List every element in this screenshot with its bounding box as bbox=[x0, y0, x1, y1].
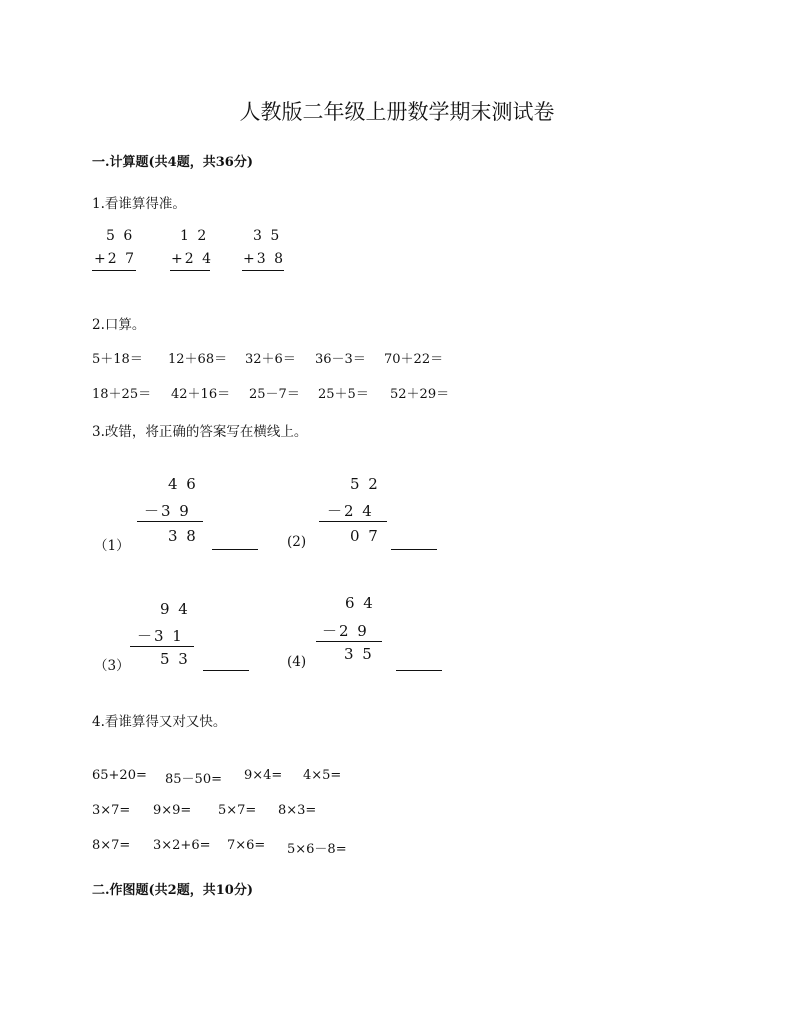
q3-item-1-answer-blank[interactable] bbox=[212, 549, 258, 550]
q4-expression: 3×2+6= bbox=[153, 838, 211, 853]
q2-expression: 18＋25＝ bbox=[92, 387, 152, 402]
q4-expression: 65+20= bbox=[92, 768, 147, 783]
q1-problem-2-bottom: +2 4 bbox=[171, 251, 213, 267]
q3-item-3-result: 5 3 bbox=[160, 650, 190, 668]
q3-item-2-top: 5 2 bbox=[350, 475, 380, 493]
q3-item-2-result: 0 7 bbox=[350, 527, 380, 545]
q2-expression: 52＋29＝ bbox=[390, 387, 450, 402]
q3-item-4-result: 3 5 bbox=[344, 645, 374, 663]
question-1-prompt: 1.看谁算得准。 bbox=[92, 196, 186, 212]
section-heading-calculation: 一.计算题(共4题，共36分) bbox=[92, 155, 253, 170]
q2-expression: 25－7＝ bbox=[249, 387, 300, 402]
q3-item-3-bottom: －3 1 bbox=[137, 627, 184, 645]
q1-problem-1-top: 5 6 bbox=[106, 228, 135, 244]
q4-expression: 3×7= bbox=[92, 803, 131, 818]
q1-problem-3-bottom: +3 8 bbox=[243, 251, 285, 267]
q3-item-4-bottom: －2 9 bbox=[322, 622, 369, 640]
q2-expression: 42＋16＝ bbox=[171, 387, 231, 402]
q4-expression: 5×6－8= bbox=[287, 842, 347, 857]
q3-item-4-top: 6 4 bbox=[345, 594, 375, 612]
q3-item-1-rule bbox=[137, 521, 203, 522]
q2-expression: 5＋18＝ bbox=[92, 352, 143, 367]
q3-item-1-top: 4 6 bbox=[168, 475, 198, 493]
q4-expression: 9×9= bbox=[153, 803, 192, 818]
q1-problem-2-top: 1 2 bbox=[180, 228, 209, 244]
q3-item-4-label: (4) bbox=[287, 654, 307, 670]
q4-expression: 5×7= bbox=[218, 803, 257, 818]
page-title: 人教版二年级上册数学期末测试卷 bbox=[239, 100, 555, 124]
question-3-prompt: 3.改错，将正确的答案写在横线上。 bbox=[92, 424, 308, 440]
q3-item-3-answer-blank[interactable] bbox=[203, 670, 249, 671]
q2-expression: 70＋22＝ bbox=[384, 352, 444, 367]
q3-item-2-bottom: －2 4 bbox=[327, 502, 374, 520]
q2-expression: 36－3＝ bbox=[315, 352, 366, 367]
q4-expression: 8×3= bbox=[278, 803, 317, 818]
question-4-prompt: 4.看谁算得又对又快。 bbox=[92, 714, 227, 730]
q2-expression: 32＋6＝ bbox=[245, 352, 296, 367]
q3-item-1-bottom: －3 9 bbox=[144, 502, 191, 520]
q3-item-1-result: 3 8 bbox=[168, 527, 198, 545]
q4-expression: 9×4= bbox=[244, 768, 283, 783]
q3-item-4-rule bbox=[316, 641, 382, 642]
q1-problem-2-rule bbox=[170, 270, 210, 271]
section-heading-drawing: 二.作图题(共2题，共10分) bbox=[92, 883, 253, 898]
question-2-prompt: 2.口算。 bbox=[92, 317, 146, 333]
q3-item-2-answer-blank[interactable] bbox=[391, 549, 437, 550]
q3-item-1-label: （1） bbox=[94, 538, 130, 554]
q4-expression: 7×6= bbox=[227, 838, 266, 853]
q3-item-2-label: (2) bbox=[287, 534, 307, 550]
q3-item-3-top: 9 4 bbox=[160, 600, 190, 618]
q4-expression: 8×7= bbox=[92, 838, 131, 853]
q3-item-3-label: （3） bbox=[94, 658, 130, 674]
q3-item-3-rule bbox=[130, 646, 194, 647]
q3-item-2-rule bbox=[319, 521, 387, 522]
q4-expression: 85－50= bbox=[165, 772, 222, 787]
q1-problem-1-rule bbox=[92, 270, 136, 271]
q3-item-4-answer-blank[interactable] bbox=[396, 670, 442, 671]
q1-problem-3-top: 3 5 bbox=[253, 228, 282, 244]
q4-expression: 4×5= bbox=[303, 768, 342, 783]
q1-problem-3-rule bbox=[242, 270, 284, 271]
q2-expression: 12＋68＝ bbox=[168, 352, 228, 367]
q2-expression: 25＋5＝ bbox=[318, 387, 369, 402]
q1-problem-1-bottom: +2 7 bbox=[94, 251, 136, 267]
